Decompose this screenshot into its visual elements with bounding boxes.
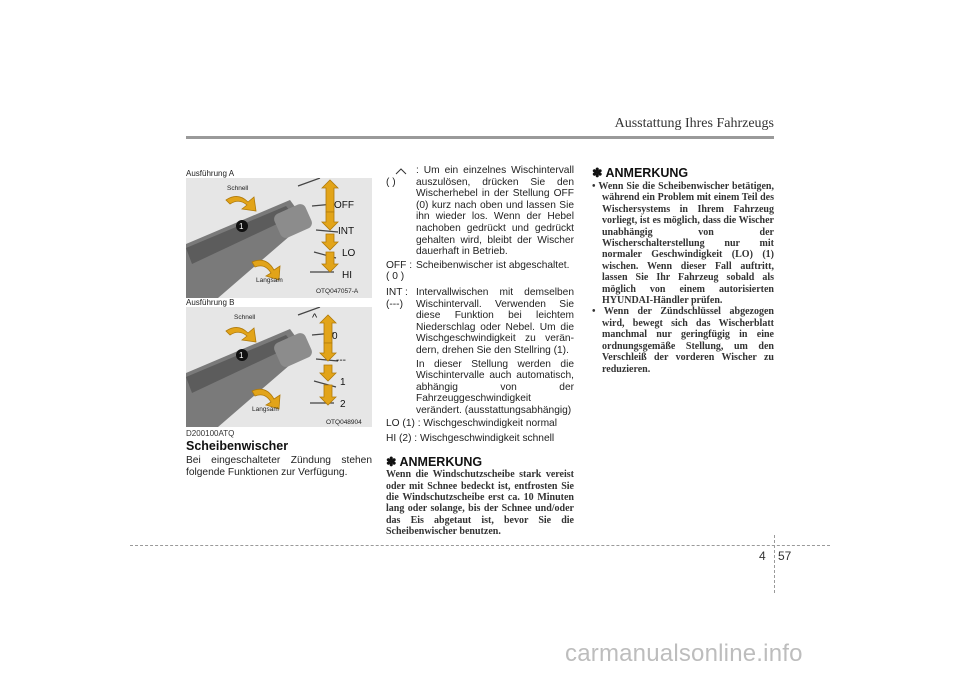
section-title: Scheibenwischer bbox=[186, 439, 289, 453]
right-note-bullet-2: • Wenn der Zündschlüssel abgezogen wird, bewegt sich das Wischerblatt manchmal nur geringfügig in eine ordnungsgemäße Stellung, um den Verschleiß der vorderen Wischer zu reduzieren. bbox=[592, 306, 774, 375]
figure-b-pos-0: 0 bbox=[332, 331, 338, 342]
right-note-title: ✽ ANMERKUNG bbox=[592, 166, 689, 180]
int-mode-text-2: In dieser Stellung werden die Wischintervalle auch automatisch, abhängig von der Fahrzeuggeschwindigkeit verändert. (ausstattungsabhängig) bbox=[416, 358, 574, 416]
mist-mode-text: Um ein einzelnes Wischintervall auszulösen, drücken Sie den Wischerhebel in der Stellung OFF (0) kurz nach oben und lassen Sie ihn wieder los. Wenn der Hebel nachoben gedrückt und gedrückt gehalten wird, bleibt der Wischer dauerhaft in Betrieb. bbox=[416, 165, 574, 258]
off-mode-text: Scheibenwischer ist abgeschaltet. bbox=[416, 259, 570, 271]
figure-a-pos-int: INT bbox=[338, 226, 355, 237]
off-mode-sub: ( 0 ) bbox=[386, 271, 405, 283]
figure-b-caption: Ausführung B bbox=[186, 298, 235, 307]
figure-a-illustration bbox=[186, 178, 372, 298]
mist-mode-row: ( ) : Um ein einzelnes Wischintervall auszulösen, drücken Sie den Wischerhebel in der Stellung OFF (0) kurz nach oben und lassen Sie ihn wieder los. Wenn der Hebel nachoben gedrückt und gedrückt gehalten wird, bleibt der Wischer dauerhaft in Betrieb. bbox=[386, 165, 574, 258]
figure-a-badge: 1 bbox=[239, 222, 244, 231]
figure-a-pos-off: OFF bbox=[334, 200, 354, 211]
figure-b-label-fast: Schnell bbox=[234, 314, 256, 321]
figure-b-label-slow: Langsam bbox=[252, 406, 279, 413]
figure-a-pos-hi: HI bbox=[342, 270, 352, 281]
wiper-modes-list bbox=[386, 165, 574, 538]
figure-b-pos-2: 2 bbox=[340, 399, 346, 410]
section-intro: Bei eingeschalteter Zündung stehen folgende Funktionen zur Verfügung. bbox=[186, 455, 372, 478]
mist-mode-symbol bbox=[386, 165, 416, 258]
mist-mode-label: ( ) bbox=[386, 177, 396, 188]
wiper-stalk-b-drawing bbox=[186, 307, 372, 427]
right-note-bullet-1: • Wenn Sie die Scheibenwischer betätigen, während ein Problem mit einem Teil des Wischersystems in Ihrem Fahrzeug vorliegt, ist es möglich, dass die Wischer unabhängig von der Wischerschalterstellung nur mit normaler Geschwindigkeit (LO) (1) wischen. Wenn dieser Fall auftritt, lassen Sie Ihr Fahrzeug sobald als möglich von einem autorisierten HYUNDAI-Händler prüfen. bbox=[592, 181, 774, 307]
int-mode-row bbox=[386, 287, 574, 417]
middle-note-title: ✽ ANMERKUNG bbox=[386, 454, 483, 469]
mist-icon bbox=[394, 167, 408, 175]
lo-mode-text: LO (1) : Wischgeschwindigkeit normal bbox=[386, 418, 557, 430]
wiper-stalk-a-drawing bbox=[186, 178, 372, 298]
right-note bbox=[592, 165, 774, 375]
chapter-number: 4 bbox=[759, 549, 766, 563]
figure-b-badge: 1 bbox=[239, 351, 244, 360]
off-mode-label: OFF : bbox=[386, 259, 413, 271]
section-code: D200100ATQ bbox=[186, 429, 235, 438]
int-mode-sub: (---) bbox=[386, 298, 403, 310]
footer-rule bbox=[130, 545, 830, 546]
page-number: 57 bbox=[778, 549, 792, 563]
middle-note-text: Wenn die Windschutzscheibe stark vereist oder mit Schnee bedeckt ist, entfrosten Sie die Windschutzscheibe erst ca. 10 Minuten lang oder solange, bis der Schnee und/oder das Eis abgetaut ist, bevor Sie die Scheibenwischer benutzen. bbox=[386, 469, 574, 538]
header-section-title: Ausstattung Ihres Fahrzeugs bbox=[614, 116, 774, 131]
figure-a-code: OTQ047057-A bbox=[316, 288, 359, 295]
footer-vertical-rule bbox=[774, 535, 775, 593]
figure-b-pos-1: 1 bbox=[340, 377, 346, 388]
figure-b-mist-mark: ^ bbox=[312, 312, 318, 324]
figure-a-label-fast: Schnell bbox=[227, 185, 249, 192]
int-mode-text: Intervallwischen mit demselben Wischintervall. Verwenden Sie diese Funktion bei leichtem Niederschlag oder Nebel. Um die Wischgeschwindigkeit zu verän-dern, drehen Sie den Stellring (1). bbox=[416, 286, 574, 356]
off-mode-row bbox=[386, 260, 574, 283]
hi-mode-text: HI (2) : Wischgeschwindigkeit schnell bbox=[386, 433, 555, 445]
figure-a-label-slow: Langsam bbox=[256, 277, 283, 284]
int-mode-label: INT : bbox=[386, 286, 408, 298]
header-rule bbox=[186, 136, 774, 139]
figure-a-caption: Ausführung A bbox=[186, 169, 235, 178]
figure-a-pos-lo: LO bbox=[342, 248, 356, 259]
figure-b-pos-int: --- bbox=[336, 355, 346, 366]
figure-b-illustration bbox=[186, 307, 372, 427]
figure-b-code: OTQ048904 bbox=[326, 419, 362, 426]
watermark: carmanualsonline.info bbox=[565, 640, 803, 667]
